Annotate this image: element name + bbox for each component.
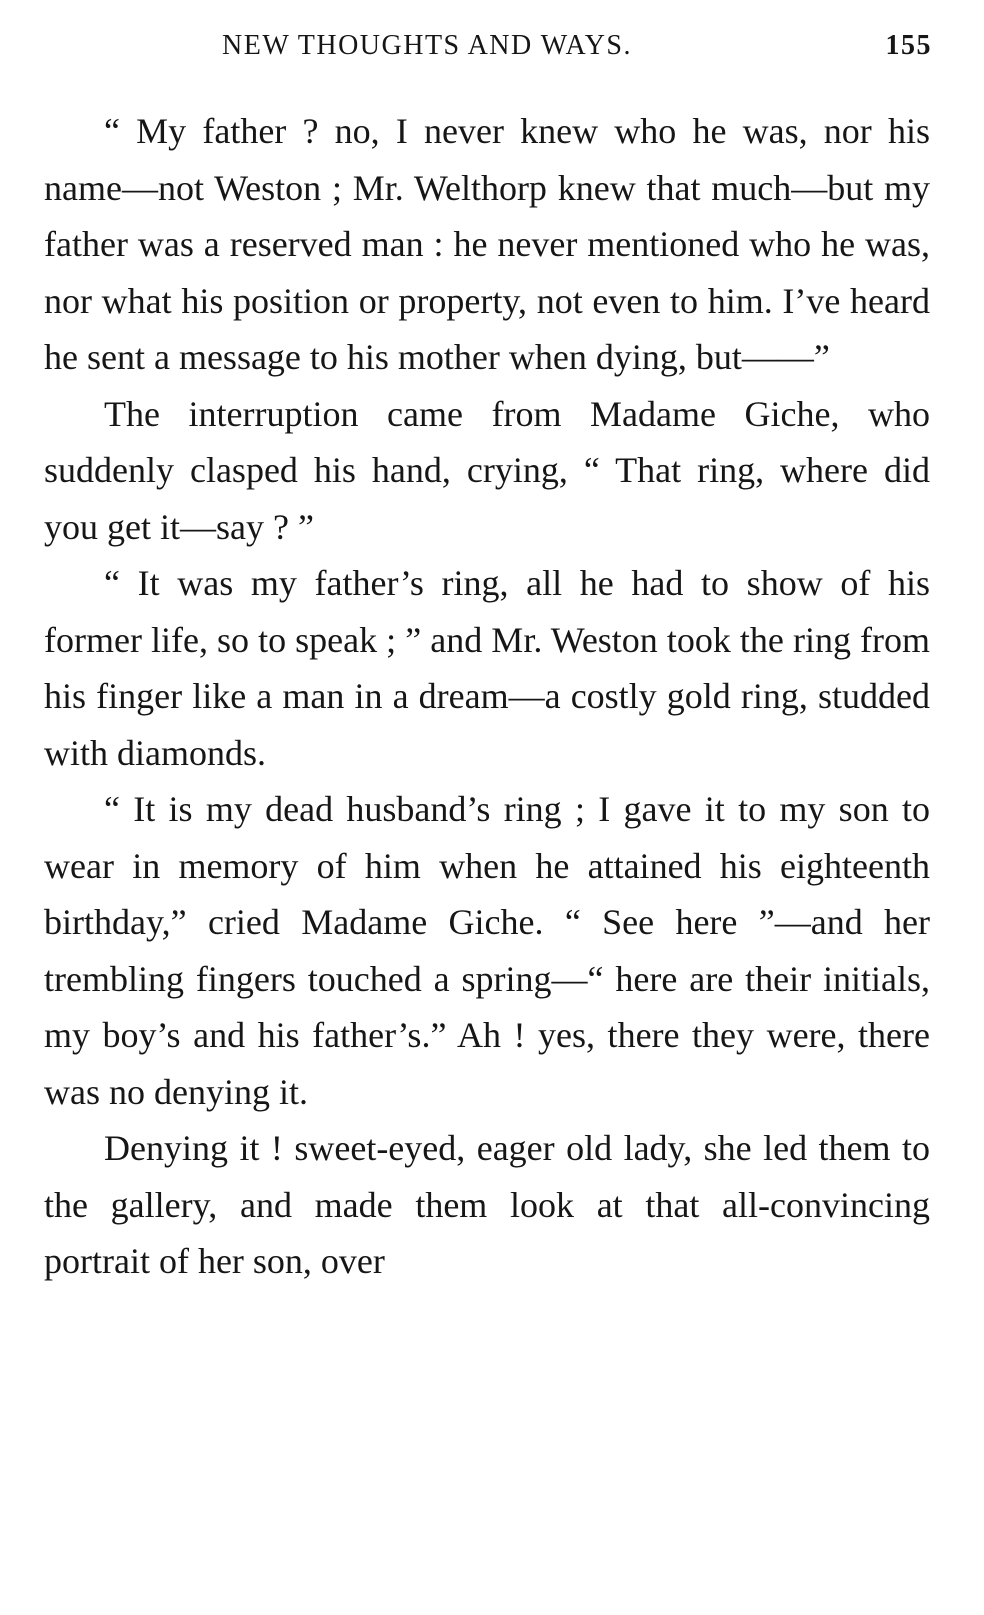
paragraph-1: “ My father ? no, I never knew who he was, nor his name—not Weston ; Mr. Welthorp knew that much—but my father was a reserved man : he never mentioned who he was, nor what his position or property, not even to him. I’ve heard he sent a message to his mother when dying, but——”: [44, 111, 930, 377]
body-text: [44, 103, 930, 1290]
paragraph-5: Denying it ! sweet-eyed, eager old lady, she led them to the gallery, and made them look at that all-convincing portrait of her son, over: [44, 1128, 930, 1281]
page-number: 155: [885, 30, 932, 61]
paragraph-3: “ It was my father’s ring, all he had to show of his former life, so to speak ; ” and Mr. Weston took the ring from his finger like a man in a dream—a costly gold ring, studded with diamonds.: [44, 563, 930, 773]
paragraph-2: The interruption came from Madame Giche, who suddenly clasped his hand, crying, “ That ring, where did you get it—say ? ”: [44, 393, 930, 547]
paragraph-4: “ It is my dead husband’s ring ; I gave it to my son to wear in memory of him when he attained his eighteenth birthday,” cried Madame Giche. “ See here ”—and her trembling fingers touched a spring—“ here are their initials, my boy’s and his father’s.” Ah ! yes, there they were, there was no denying it.: [44, 789, 930, 1112]
running-head: NEW THOUGHTS AND WAYS.: [222, 30, 633, 61]
page-header: [52, 26, 932, 66]
